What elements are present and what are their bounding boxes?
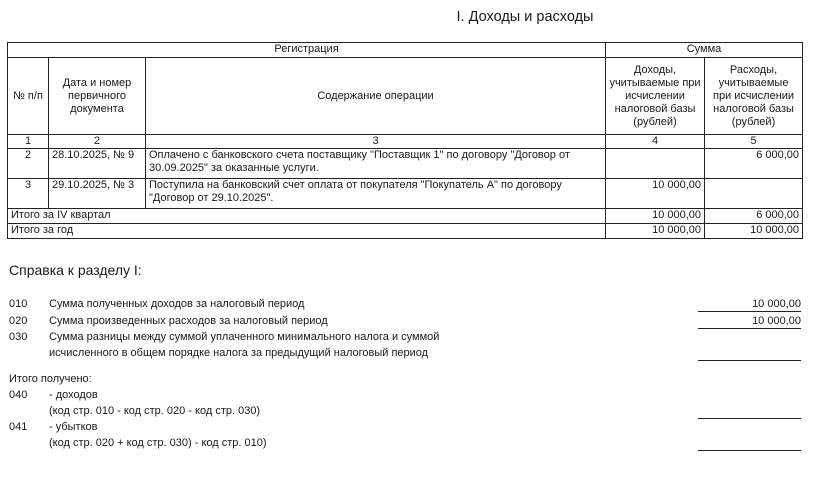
total-received-label: Итого получено: bbox=[9, 373, 92, 385]
line-text: - убытков bbox=[49, 421, 98, 433]
total-year-row bbox=[8, 224, 803, 239]
section-title: I. Доходы и расходы bbox=[456, 9, 594, 25]
row-expense: 6 000,00 bbox=[705, 149, 803, 179]
total-quarter-label: Итого за IV квартал bbox=[8, 209, 606, 224]
line-code: 040 bbox=[9, 389, 28, 401]
total-quarter-expense: 6 000,00 bbox=[705, 209, 803, 224]
row-num: 3 bbox=[8, 179, 49, 209]
line-code: 020 bbox=[9, 315, 28, 327]
total-quarter-income: 10 000,00 bbox=[606, 209, 705, 224]
total-year-income: 10 000,00 bbox=[606, 224, 705, 239]
row-income bbox=[606, 149, 705, 179]
line-value: 10 000,00 bbox=[698, 315, 801, 329]
row-content: Поступила на банковский счет оплата от покупателя "Покупатель А" по договору "Договор от 29.10.2025". bbox=[146, 179, 606, 209]
header-registration: Регистрация bbox=[8, 43, 606, 58]
reference-line-041 bbox=[0, 421, 838, 453]
total-quarter-row bbox=[8, 209, 803, 224]
col-expense-header: Расходы, учитываемые при исчислении налоговой базы (рублей) bbox=[705, 58, 803, 135]
table-row bbox=[8, 179, 803, 209]
colnum: 3 bbox=[146, 135, 606, 149]
line-text: - доходов bbox=[49, 389, 98, 401]
colnum: 2 bbox=[49, 135, 146, 149]
row-expense bbox=[705, 179, 803, 209]
col-num-header: № п/п bbox=[8, 58, 49, 135]
header-sum: Сумма bbox=[606, 43, 803, 58]
line-code: 041 bbox=[9, 421, 28, 433]
col-income-header: Доходы, учитываемые при исчислении налоговой базы (рублей) bbox=[606, 58, 705, 135]
reference-line-020 bbox=[0, 315, 838, 329]
row-doc: 29.10.2025, № 3 bbox=[49, 179, 146, 209]
reference-line-040 bbox=[0, 389, 838, 421]
income-expense-table bbox=[7, 42, 803, 239]
table-header-row bbox=[8, 43, 803, 58]
row-doc: 28.10.2025, № 9 bbox=[49, 149, 146, 179]
col-doc-header: Дата и номер первичного документа bbox=[49, 58, 146, 135]
reference-title: Справка к разделу I: bbox=[9, 262, 142, 278]
column-number-row bbox=[8, 135, 803, 149]
table-row bbox=[8, 149, 803, 179]
line-text: Сумма разницы между суммой уплаченного минимального налога и суммой bbox=[49, 331, 440, 343]
total-year-expense: 10 000,00 bbox=[705, 224, 803, 239]
total-year-label: Итого за год bbox=[8, 224, 606, 239]
reference-line-010 bbox=[0, 298, 838, 312]
line-value bbox=[698, 437, 801, 451]
colnum: 5 bbox=[705, 135, 803, 149]
line-code: 010 bbox=[9, 298, 28, 310]
line-value bbox=[698, 347, 801, 361]
row-num: 2 bbox=[8, 149, 49, 179]
line-formula: (код стр. 020 + код стр. 030) - код стр. 010) bbox=[49, 437, 267, 449]
line-value bbox=[698, 405, 801, 419]
line-text: Сумма полученных доходов за налоговый период bbox=[49, 298, 305, 310]
reference-line-030 bbox=[0, 331, 838, 363]
line-text-continuation: исчисленного в общем порядке налога за предыдущий налоговый период bbox=[49, 347, 429, 359]
line-value: 10 000,00 bbox=[698, 298, 801, 312]
line-text: Сумма произведенных расходов за налоговый период bbox=[49, 315, 328, 327]
row-content: Оплачено с банковского счета поставщику "Поставщик 1" по договору "Договор от 30.09.2025" за оказанные услуги. bbox=[146, 149, 606, 179]
row-income: 10 000,00 bbox=[606, 179, 705, 209]
colnum: 4 bbox=[606, 135, 705, 149]
line-formula: (код стр. 010 - код стр. 020 - код стр. 030) bbox=[49, 405, 261, 417]
colnum: 1 bbox=[8, 135, 49, 149]
col-content-header: Содержание операции bbox=[146, 58, 606, 135]
line-code: 030 bbox=[9, 331, 28, 343]
table-subheader-row bbox=[8, 58, 803, 135]
